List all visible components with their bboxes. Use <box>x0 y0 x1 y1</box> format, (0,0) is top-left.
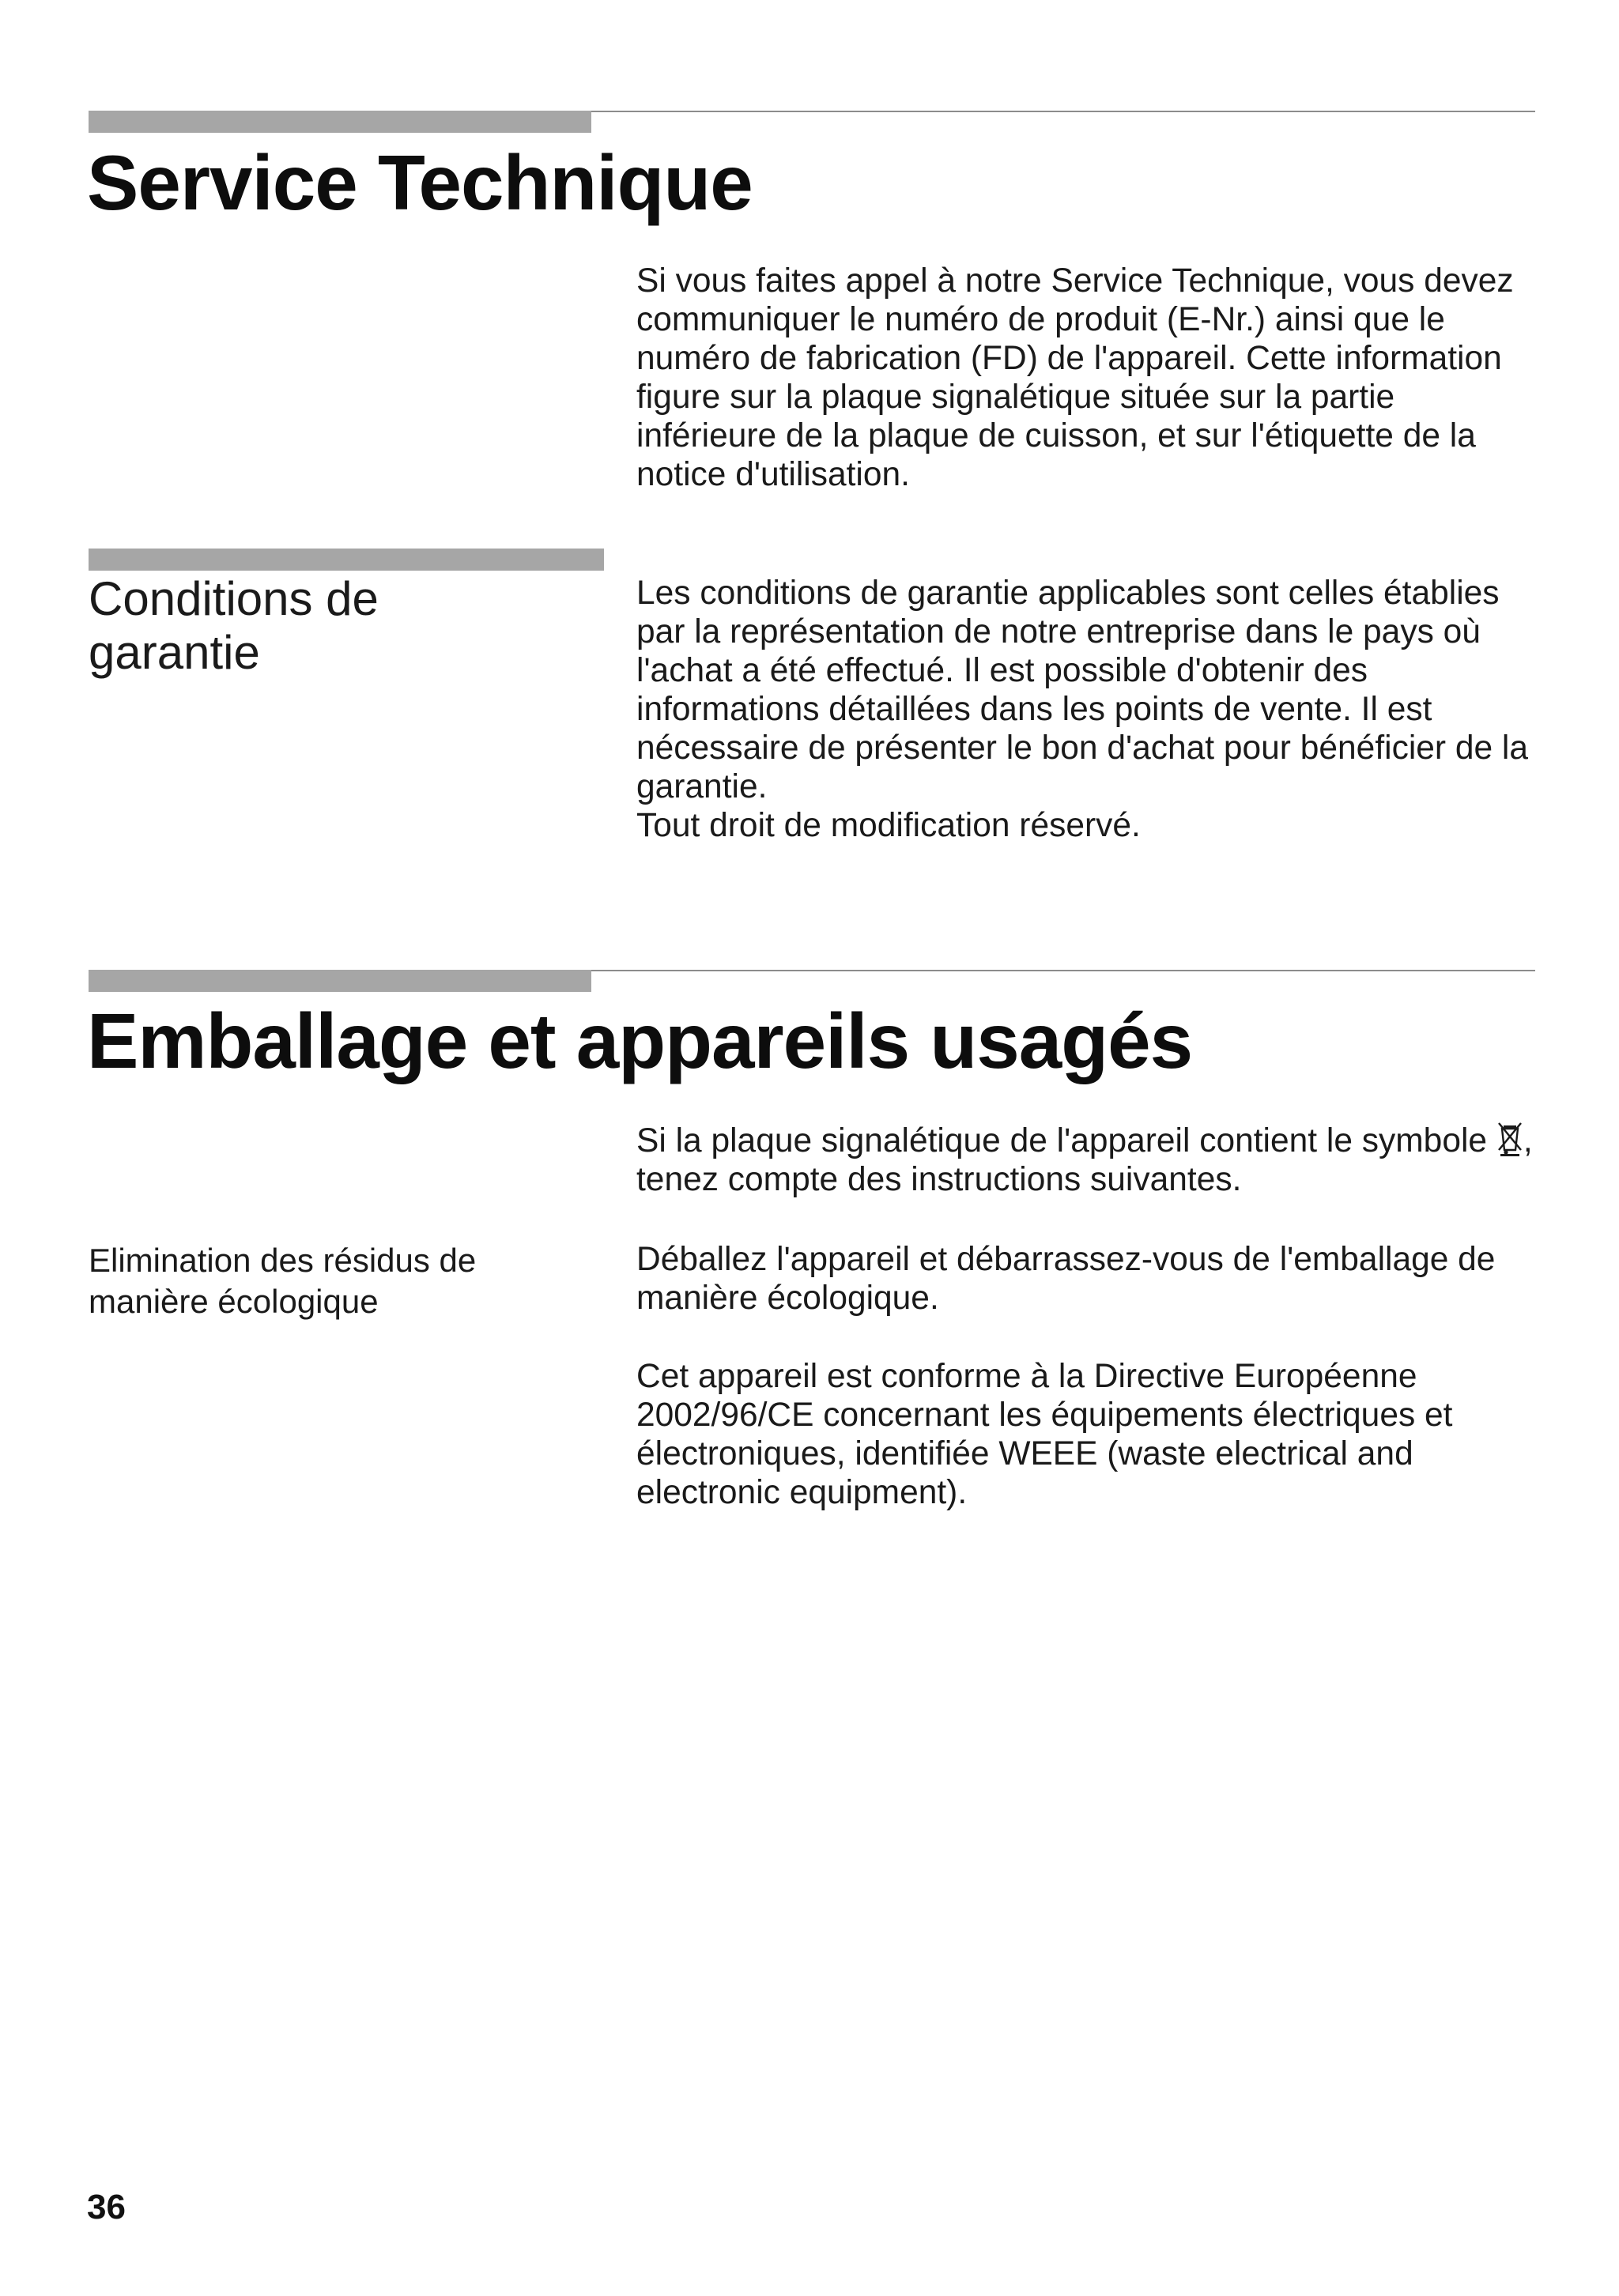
warranty-note: Tout droit de modification réservé. <box>636 807 1141 844</box>
packaging-intro <box>636 1122 1539 1199</box>
packaging-intro-after: , tenez compte des instructions suivantes. <box>636 1122 1533 1198</box>
section-bar-packaging <box>89 970 591 992</box>
disposal-paragraph: Déballez l'appareil et débarrassez-vous de l'emballage de manière écologique. <box>636 1241 1496 1317</box>
section-title-packaging: Emballage et appareils usagés <box>87 997 1193 1084</box>
crossed-out-wheelie-bin-icon <box>1496 1122 1523 1156</box>
section-title-service: Service Technique <box>87 139 753 226</box>
warranty-heading: Conditions de garantie <box>89 572 379 679</box>
disposal-label: Elimination des résidus de manière écologique <box>89 1242 477 1320</box>
subsection-bar-warranty <box>89 549 604 571</box>
directive-paragraph: Cet appareil est conforme à la Directive Européenne 2002/96/CE concernant les équipements électriques et électroniques, identifiée WEEE (waste electrical and electronic equipment). <box>636 1358 1453 1511</box>
packaging-intro-before: Si la plaque signalétique de l'appareil contient le symbole <box>636 1122 1488 1159</box>
page-number: 36 <box>87 2188 126 2226</box>
section-bar-service <box>89 111 591 133</box>
warranty-paragraph: Les conditions de garantie applicables sont celles établies par la représentation de notre entreprise dans le pays où l'achat a été effectué. Il est possible d'obtenir des informations détaillées dans les points de vente. Il est nécessaire de présenter le bon d'achat pour bénéficier de la garantie. <box>636 575 1529 805</box>
service-paragraph: Si vous faites appel à notre Service Technique, vous devez communiquer le numéro de produit (E-Nr.) ainsi que le numéro de fabrication (FD) de l'appareil. Cette information figure sur la plaque signalétique située sur la partie inférieure de la plaque de cuisson, et sur l'étiquette de la notice d'utilisation. <box>636 262 1514 493</box>
